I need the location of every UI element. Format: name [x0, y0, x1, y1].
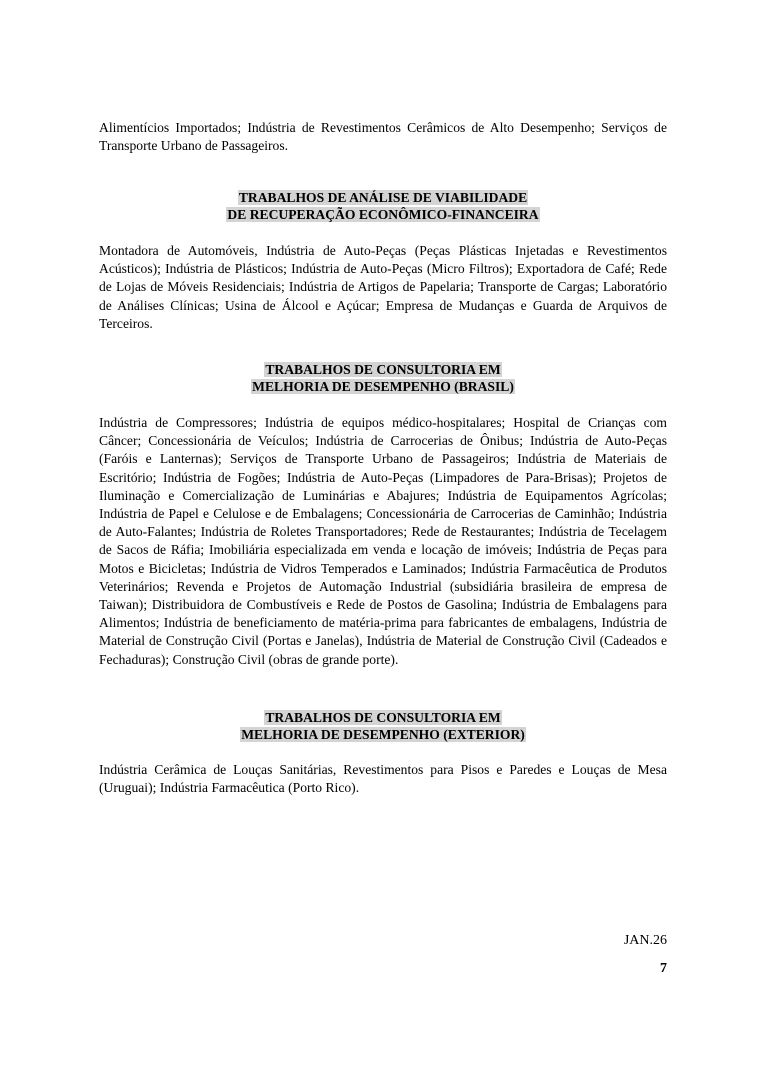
heading-line-1: TRABALHOS DE ANÁLISE DE VIABILIDADE [238, 190, 528, 205]
heading-line-1: TRABALHOS DE CONSULTORIA EM [265, 362, 501, 377]
page-number: 7 [660, 961, 667, 976]
heading-line-2: MELHORIA DE DESEMPENHO (BRASIL) [252, 378, 514, 394]
section-body-viabilidade: Montadora de Automóveis, Indústria de Auto-Peças (Peças Plásticas Injetadas e Revestimentos Acústicos); Indústria de Plásticos; Indústria de Auto-Peças (Micro Filtros); Exportadora de Café; Rede de Lojas de Móveis Residenciais; Indústria de Artigos de Papelaria; Transporte de Cargas; Laboratório de Análises Clínicas; Usina de Álcool e Açúcar; Empresa de Mudanças e Guarda de Arquivos de Terceiros. [99, 243, 667, 331]
footer-date: JAN.26 [623, 933, 667, 948]
heading-line-2: DE RECUPERAÇÃO ECONÔMICO-FINANCEIRA [227, 206, 539, 222]
heading-line-1: TRABALHOS DE CONSULTORIA EM [265, 710, 501, 725]
section-heading-viabilidade [0, 190, 766, 224]
section-body-consultoria-exterior: Indústria Cerâmica de Louças Sanitárias, Revestimentos para Pisos e Paredes e Louças de Mesa (Uruguai); Indústria Farmacêutica (Porto Rico). [99, 762, 667, 796]
intro-paragraph: Alimentícios Importados; Indústria de Revestimentos Cerâmicos de Alto Desempenho; Serviços de Transporte Urbano de Passageiros. [99, 120, 667, 154]
section-heading-consultoria-brasil [0, 362, 766, 396]
heading-line-2: MELHORIA DE DESEMPENHO (EXTERIOR) [241, 726, 525, 742]
section-heading-consultoria-exterior [0, 710, 766, 744]
section-body-consultoria-brasil: Indústria de Compressores; Indústria de equipos médico-hospitalares; Hospital de Crianças com Câncer; Concessionária de Veículos; Indústria de Carrocerias de Ônibus; Indústria de Auto-Peças (Faróis e Lanternas); Serviços de Transporte Urbano de Passageiros; Indústria de Materiais de Escritório; Indústria de Fogões; Indústria de Auto-Peças (Limpadores de Para-Brisas); Projetos de Iluminação e Comercialização de Luminárias e Abajures; Indústria de Equipamentos Agrícolas; Indústria de Papel e Celulose e de Embalagens; Concessionária de Carrocerias de Caminhão; Indústria de Auto-Falantes; Indústria de Roletes Transportadores; Rede de Restaurantes; Indústria de Tecelagem de Sacos de Ráfia; Imobiliária especializada em venda e locação de imóveis; Indústria de Peças para Motos e Bicicletas; Indústria de Vidros Temperados e Laminados; Indústria Farmacêutica de Produtos Veterinários; Revenda e Projetos de Automação Industrial (subsidiária brasileira de empresa de Taiwan); Distribuidora de Combustíveis e Rede de Postos de Gasolina; Indústria de Embalagens para Alimentos; Indústria de beneficiamento de matéria-prima para fabricantes de embalagens, Indústria de Material de Construção Civil (Portas e Janelas), Indústria de Material de Construção Civil (Cadeados e Fechaduras); Construção Civil (obras de grande porte). [99, 415, 667, 667]
